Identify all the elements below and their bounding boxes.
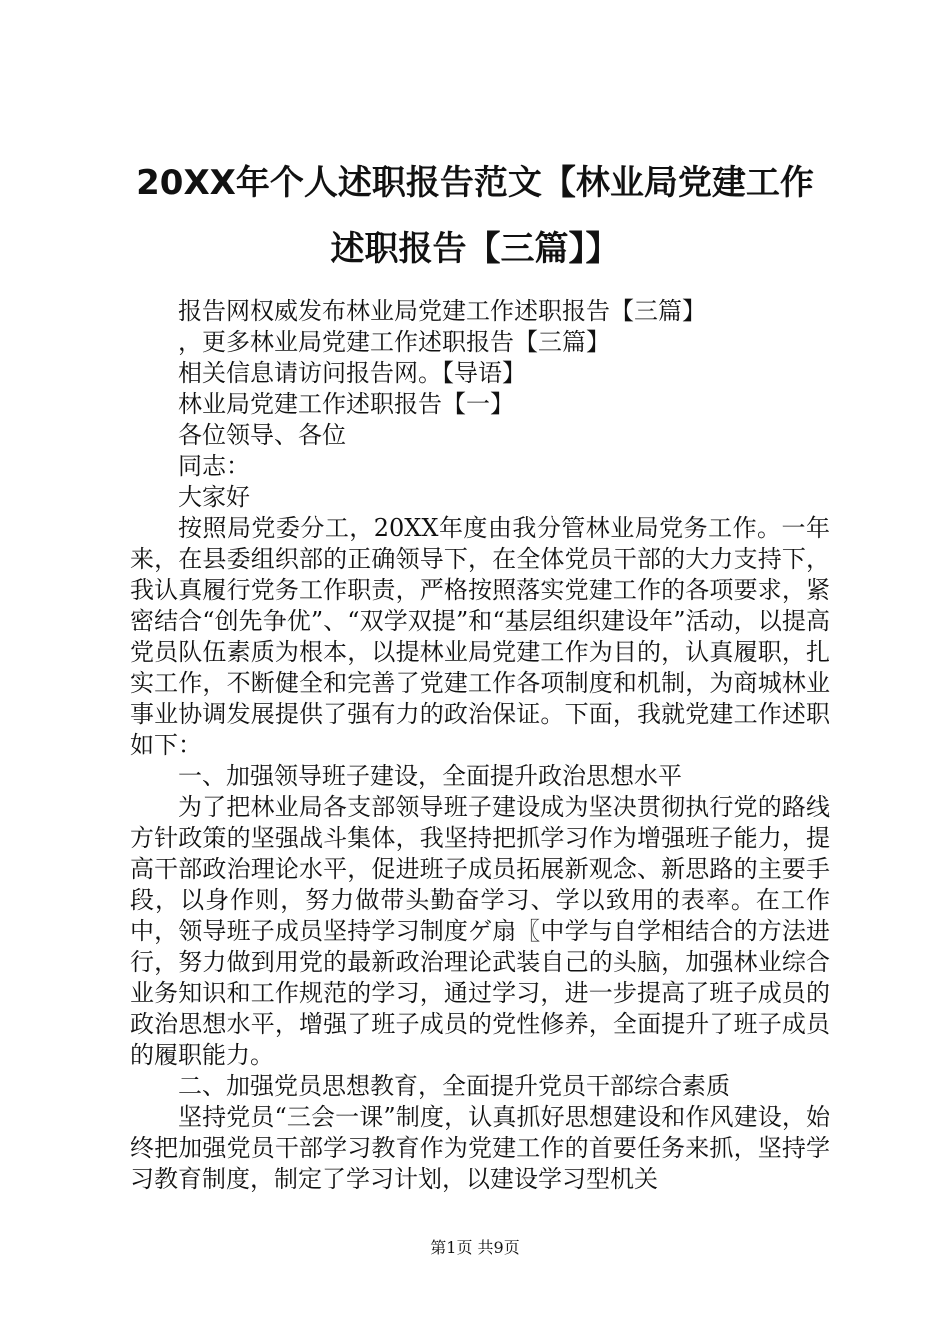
greeting-line: 大家好 [178, 483, 250, 511]
section-heading-1: 一、加强领导班子建设，全面提升政治思想水平 [178, 762, 682, 790]
paragraph-3: 坚持党员“三会一课”制度，认真抓好思想建设和作风建设，始终把加强党员干部学习教育作为党建工作的首要任务来抓，坚持学习教育制度，制定了学习计划，以建设学习型机关 [130, 1103, 830, 1193]
intro-line: ，更多林业局党建工作述职报告【三篇】 [178, 328, 610, 356]
document-title [110, 150, 840, 282]
salutation-line: 同志： [178, 452, 250, 480]
intro-line: 相关信息请访问报告网。【导语】 [178, 359, 526, 387]
salutation-line: 各位领导、各位 [178, 421, 346, 449]
paragraph-2: 为了把林业局各支部领导班子建设成为坚决贯彻执行党的路线方针政策的坚强战斗集体，我坚持把抓学习作为增强班子能力，提高干部政治理论水平，促进班子成员拓展新观念、新思路的主要手段，以身作则，努力做带头勤奋学习、学以致用的表率。在工作中，领导班子成员坚持学习制度ゲ扇〖中学与自学相结合的方法进行，努力做到用党的最新政治理论武装自己的头脑，加强林业综合业务知识和工作规范的学习，通过学习，进一步提高了班子成员的政治思想水平，增强了班子成员的党性修养，全面提升了班子成员的履职能力。 [130, 793, 830, 1069]
section-heading-2: 二、加强党员思想教育，全面提升党员干部综合素质 [178, 1072, 730, 1100]
title-line-2: 述职报告【三篇】】 [330, 229, 620, 269]
document-body [130, 296, 830, 1195]
intro-line: 林业局党建工作述职报告【一】 [178, 390, 514, 418]
page-footer: 第1页 共9页 [430, 1238, 520, 1257]
paragraph-1: 按照局党委分工，20XX年度由我分管林业局党务工作。一年来，在县委组织部的正确领导下，在全体党员干部的大力支持下，我认真履行党务工作职责，严格按照落实党建工作的各项要求，紧密结合“创先争优”、“双学双提”和“基层组织建设年”活动，以提高党员队伍素质为根本，以提林业局党建工作为目的，认真履职，扎实工作，不断健全和完善了党建工作各项制度和机制，为商城林业事业协调发展提供了强有力的政治保证。下面，我就党建工作述职如下： [130, 514, 830, 759]
intro-line: 报告网权威发布林业局党建工作述职报告【三篇】 [178, 297, 706, 325]
title-line-1: 20XX年个人述职报告范文【林业局党建工作 [136, 163, 814, 203]
